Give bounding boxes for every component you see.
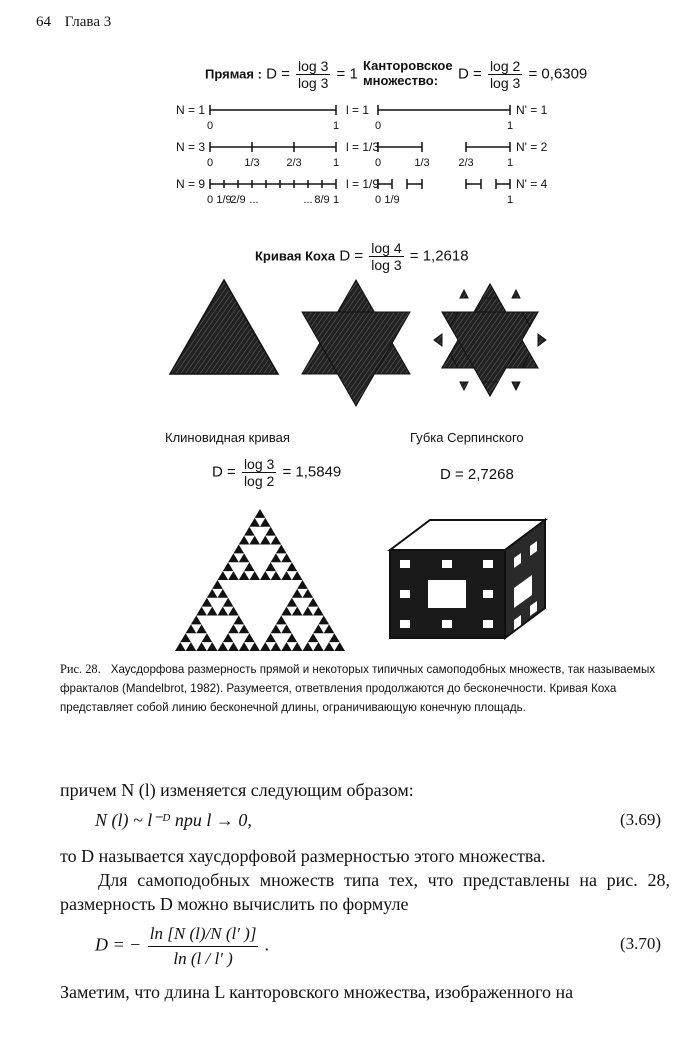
tick-label: 0 xyxy=(374,120,382,132)
sierpinski-cell xyxy=(202,633,213,642)
sierpinski-cell xyxy=(276,616,287,625)
tick-label: 0 xyxy=(206,157,214,169)
tick-label: 1 xyxy=(332,157,340,169)
sierpinski-cell xyxy=(228,571,239,580)
chapter-title: Глава 3 xyxy=(64,14,112,30)
sierpinski-cell xyxy=(265,562,276,571)
row1-nprime-label: N' = 1 xyxy=(516,103,548,117)
sierpinski-cell xyxy=(292,589,303,598)
tick-label: 1/3 xyxy=(244,157,260,169)
sierpinski-frac-num: log 3 xyxy=(243,456,275,472)
sierpinski-cell xyxy=(260,642,271,651)
koch-star xyxy=(302,280,410,406)
sierpinski-cell xyxy=(249,518,260,527)
line-label: Прямая : xyxy=(205,66,262,82)
sierpinski-cell xyxy=(265,527,276,536)
row1-l-label: l = 1 xyxy=(346,103,370,117)
sierpinski-cell xyxy=(239,642,250,651)
cantor-label-line1: Канторовское xyxy=(363,58,453,73)
eq2-tail: . xyxy=(264,934,270,955)
sierpinski-fraction xyxy=(242,456,276,489)
sierpinski-cell xyxy=(207,642,218,651)
row3-nprime-label: N' = 4 xyxy=(516,177,548,191)
eq2-lhs: D = − xyxy=(95,934,142,955)
page-header xyxy=(36,14,121,31)
cantor-fraction xyxy=(488,58,522,91)
body-paragraph-4: Заметим, что длина L канторовского множества, изображенного на xyxy=(60,982,574,1002)
tick-label: 0 xyxy=(374,194,382,206)
page-number: 64 xyxy=(36,14,51,30)
sierpinski-cell xyxy=(239,624,250,633)
sierpinski-cell xyxy=(287,562,298,571)
sierpinski-cell xyxy=(303,607,314,616)
row2-l-label: l = 1/3 xyxy=(346,140,380,154)
sierpinski-formula xyxy=(212,456,341,489)
tick-label: 1/9 xyxy=(384,194,400,206)
koch-iteration-2 xyxy=(434,284,546,396)
sierpinski-cell xyxy=(239,536,250,545)
sierpinski-cell xyxy=(218,571,229,580)
sierpinski-cell xyxy=(297,580,308,589)
figure-caption xyxy=(60,660,668,717)
sierpinski-cell xyxy=(223,562,234,571)
sierpinski-cell xyxy=(218,642,229,651)
row2-nprime-label: N' = 2 xyxy=(516,140,548,154)
tick-label: 2/3 xyxy=(458,157,474,169)
sierpinski-cell xyxy=(239,553,250,562)
sierpinski-cell xyxy=(292,607,303,616)
sierpinski-cell xyxy=(324,642,335,651)
tick-label: 0 xyxy=(206,194,214,206)
cantor-label-line2: множество: xyxy=(363,73,439,88)
sierpinski-cell xyxy=(175,642,186,651)
sierpinski-cell xyxy=(292,642,303,651)
sierpinski-cell xyxy=(303,642,314,651)
sierpinski-cell xyxy=(308,633,319,642)
sierpinski-cell xyxy=(196,624,207,633)
line-result: = 1 xyxy=(336,65,358,83)
koch-fraction xyxy=(369,240,403,273)
equation-3-70 xyxy=(95,922,269,971)
body-paragraph-3: Для самоподобных множеств типа тех, что представлены на рис. 28, размерность D можно вычислить по формуле xyxy=(60,870,670,914)
sierpinski-cell xyxy=(180,633,191,642)
sierpinski-cell xyxy=(244,562,255,571)
sierpinski-cell xyxy=(324,624,335,633)
equation-3-69: N (l) ~ l⁻ᴰ при l → 0, xyxy=(95,810,252,830)
tick-label: 0 xyxy=(206,120,214,132)
koch-frac-num: log 4 xyxy=(371,240,402,256)
sierpinski-cell xyxy=(318,616,329,625)
sierpinski-cell xyxy=(207,589,218,598)
sierpinski-cell xyxy=(233,545,244,554)
sierpinski-cell xyxy=(271,624,282,633)
sierpinski-cell xyxy=(334,642,345,651)
line-fraction xyxy=(296,58,330,91)
koch-formula-lhs: D = xyxy=(339,247,364,265)
tick-label: 2/9 xyxy=(230,194,246,206)
sierpinski-cell xyxy=(329,633,340,642)
sierpinski-cell xyxy=(191,616,202,625)
equation-3-70-number: (3.70) xyxy=(620,934,662,953)
sierpinski-cell xyxy=(249,536,260,545)
sierpinski-cell xyxy=(287,633,298,642)
tick-label: 1/3 xyxy=(414,157,430,169)
line-frac-num: log 3 xyxy=(298,58,329,74)
tick-label: 1 xyxy=(332,120,340,132)
sierpinski-cell xyxy=(228,553,239,562)
tick-label: 1 xyxy=(506,157,514,169)
sierpinski-result: = 1,5849 xyxy=(282,463,342,481)
cantor-frac-num: log 2 xyxy=(489,58,521,74)
sierpinski-cell xyxy=(212,580,223,589)
cantor-formula xyxy=(458,58,587,91)
body-paragraph-1: причем N (l) изменяется следующим образом: xyxy=(60,780,414,800)
sierpinski-triangle xyxy=(170,505,350,653)
sierpinski-cell xyxy=(218,607,229,616)
eq2-den: ln (l / l′ ) xyxy=(173,949,233,968)
row3-l-label: l = 1/9 xyxy=(346,177,380,191)
equation-3-69-number: (3.69) xyxy=(620,810,662,829)
sierpinski-cell xyxy=(202,598,213,607)
sierpinski-cell xyxy=(244,633,255,642)
sierpinski-cell xyxy=(228,607,239,616)
koch-triangle xyxy=(170,280,278,374)
sierpinski-cell xyxy=(265,633,276,642)
sierpinski-frac-den: log 2 xyxy=(243,473,275,489)
sierpinski-cell xyxy=(308,598,319,607)
sierpinski-cell xyxy=(228,642,239,651)
sierpinski-cell xyxy=(196,642,207,651)
eq2-fraction xyxy=(148,922,259,971)
koch-result: = 1,2618 xyxy=(409,247,469,265)
sierpinski-cell xyxy=(244,527,255,536)
cantor-formula-lhs: D = xyxy=(458,65,482,83)
sierpinski-cell xyxy=(281,553,292,562)
cantor-label xyxy=(363,58,453,88)
tick-label: 1 xyxy=(332,194,340,206)
body-paragraph-2: то D называется хаусдорфовой размерностью этого множества. xyxy=(60,846,546,866)
sierpinski-cell xyxy=(303,589,314,598)
sierpinski-cell xyxy=(186,624,197,633)
sierpinski-formula-lhs: D = xyxy=(212,463,236,481)
sierpinski-cell xyxy=(271,571,282,580)
sierpinski-cell xyxy=(271,536,282,545)
sierpinski-cell xyxy=(271,642,282,651)
sierpinski-cell xyxy=(313,642,324,651)
sierpinski-cell xyxy=(276,545,287,554)
sierpinski-cell xyxy=(186,642,197,651)
sierpinski-cell xyxy=(249,571,260,580)
sierpinski-cell xyxy=(228,624,239,633)
sierpinski-cell xyxy=(281,571,292,580)
line-frac-den: log 3 xyxy=(298,75,329,91)
cantor-result: = 0,6309 xyxy=(528,65,588,83)
sierpinski-cell xyxy=(292,571,303,580)
row3-n-label: N = 9 xyxy=(176,177,206,191)
sponge-label: Губка Серпинского xyxy=(410,430,524,445)
sierpinski-cell xyxy=(249,642,260,651)
sponge-formula: D = 2,7268 xyxy=(440,466,514,483)
cantor-frac-den: log 3 xyxy=(489,75,521,91)
sierpinski-cell xyxy=(255,509,266,518)
sierpinski-label: Клиновидная кривая xyxy=(165,430,290,445)
menger-sponge xyxy=(380,510,555,645)
tick-label: 1 xyxy=(506,194,514,206)
row2-n-label: N = 3 xyxy=(176,140,206,154)
line-formula-lhs: D = xyxy=(266,65,290,83)
tick-label: ... xyxy=(249,194,259,206)
row1-n-label: N = 1 xyxy=(176,103,206,117)
tick-label: 1 xyxy=(506,120,514,132)
koch-frac-den: log 3 xyxy=(371,257,402,273)
line-formula xyxy=(205,58,358,91)
sierpinski-cell xyxy=(223,598,234,607)
tick-label: 1/9 xyxy=(216,194,232,206)
eq2-num: ln [N (l)/N (l′ )] xyxy=(148,922,259,947)
sierpinski-cell xyxy=(271,553,282,562)
caption-number: Рис. 28. xyxy=(60,662,101,676)
koch-label: Кривая Коха xyxy=(255,248,336,264)
sierpinski-cell xyxy=(239,571,250,580)
sierpinski-cell xyxy=(223,633,234,642)
sierpinski-cell xyxy=(313,607,324,616)
sierpinski-cell xyxy=(196,607,207,616)
sierpinski-cell xyxy=(260,571,271,580)
sierpinski-cell xyxy=(233,616,244,625)
koch-sequence xyxy=(160,270,560,420)
sierpinski-cell xyxy=(218,589,229,598)
sierpinski-cell xyxy=(260,536,271,545)
sierpinski-cell xyxy=(207,607,218,616)
sierpinski-cell xyxy=(281,624,292,633)
tick-label: 2/3 xyxy=(286,157,302,169)
caption-text: Хаусдорфова размерность прямой и некоторых типичных самоподобных множеств, так называемых фракталов (Mandelbrot, 1982). Разумеется, ответвления продолжаются до бесконечности. Кривая Коха представляет собой линию бесконечной длины, ограничивающую конечную площадь. xyxy=(60,663,656,714)
sierpinski-shape xyxy=(175,509,345,651)
koch-formula xyxy=(255,240,469,273)
sierpinski-cell xyxy=(281,607,292,616)
segments-diagram xyxy=(170,98,570,213)
sierpinski-cell xyxy=(260,518,271,527)
sierpinski-cell xyxy=(287,598,298,607)
tick-label: 8/9 xyxy=(314,194,330,206)
tick-label: ... xyxy=(303,194,313,206)
sierpinski-cell xyxy=(313,624,324,633)
sierpinski-cell xyxy=(281,642,292,651)
tick-label: 0 xyxy=(374,157,382,169)
